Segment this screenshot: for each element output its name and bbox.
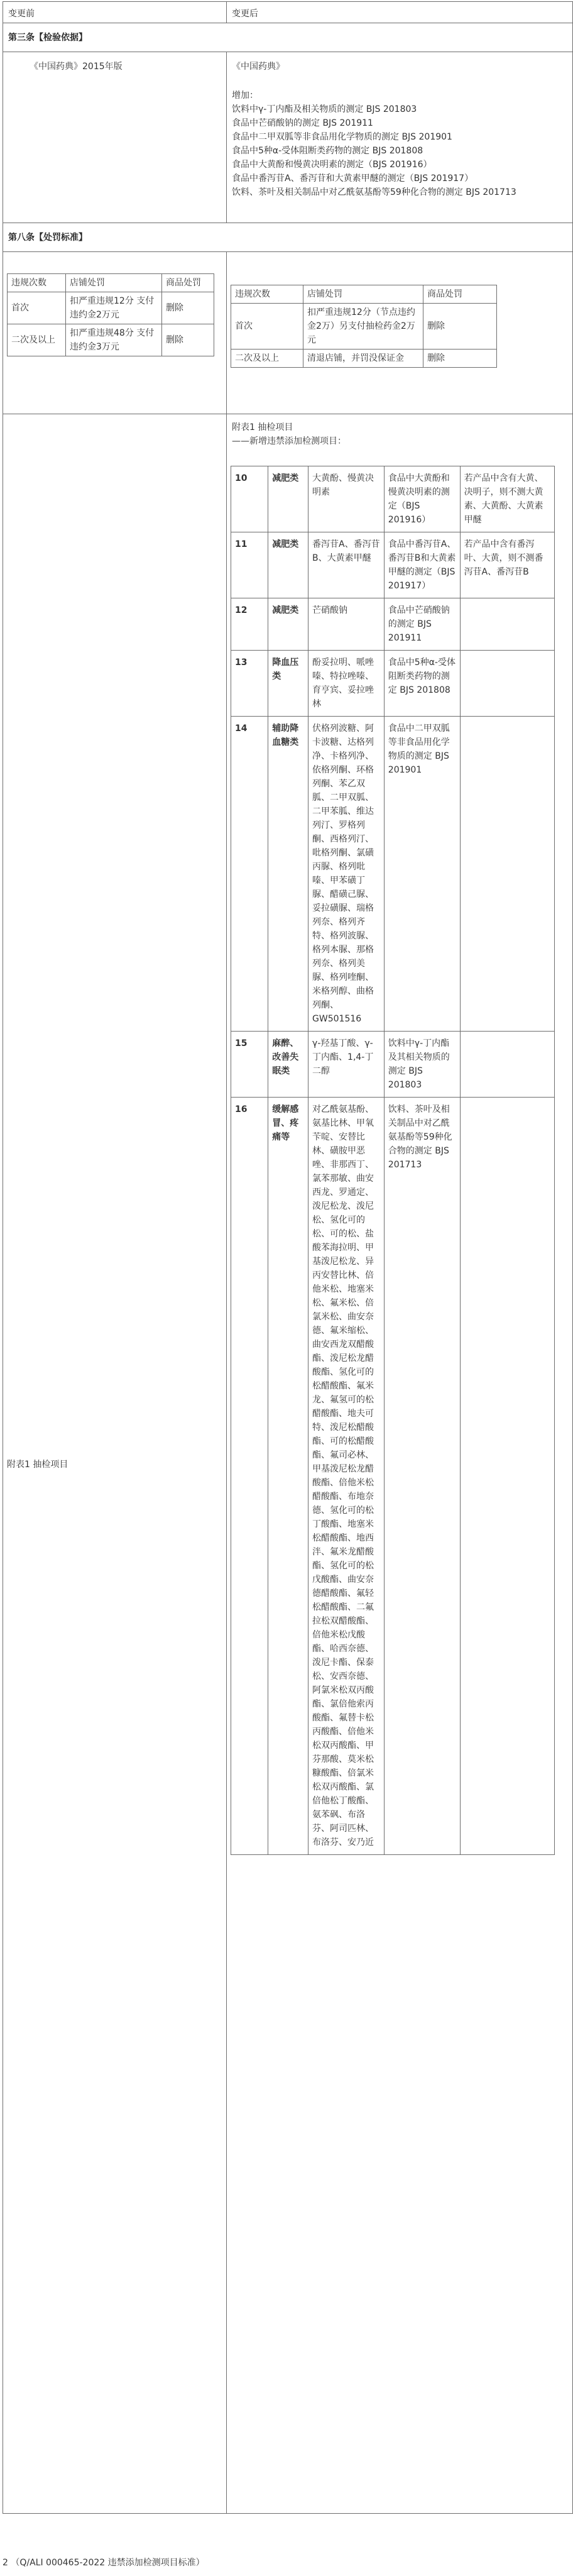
table-header-cell: 店铺处罚 xyxy=(303,285,423,304)
list-item: 食品中5种α-受体阻断类药物的测定 BJS 201808 xyxy=(232,146,423,156)
item-note xyxy=(460,717,554,1032)
item-number: 10 xyxy=(231,466,268,532)
table-row xyxy=(231,651,555,717)
item-substances: 酚妥拉明、哌唑嗪、特拉唑嗪、育亨宾、妥拉唑林 xyxy=(308,651,385,717)
table-cell: 删除 xyxy=(423,304,497,350)
item-substances: 番泻苷A、番泻苷B、大黄素甲醚 xyxy=(308,532,385,598)
list-item: 饮料、茶叶及相关制品中对乙酰氨基酚等59种化合物的测定 BJS 201713 xyxy=(232,187,516,197)
section-3-before: 《中国药典》2015年版 xyxy=(30,62,123,72)
appendix-table xyxy=(231,466,555,1855)
item-substances: 大黄酚、慢黄决明素 xyxy=(308,466,385,532)
list-item: 食品中大黄酚和慢黄决明素的测定（BJS 201916） xyxy=(232,160,432,170)
table-header-cell: 违规次数 xyxy=(8,274,66,292)
appendix-row xyxy=(3,414,572,2514)
table-cell: 删除 xyxy=(423,350,497,368)
item-note xyxy=(460,1032,554,1098)
item-category: 降血压类 xyxy=(268,651,308,717)
table-row xyxy=(231,285,497,304)
section-8-content-row xyxy=(3,252,572,414)
table-cell: 清退店铺，并罚没保证金 xyxy=(303,350,423,368)
table-cell: 二次及以上 xyxy=(231,350,303,368)
table-header-cell: 违规次数 xyxy=(231,285,303,304)
header-after: 变更后 xyxy=(232,9,258,19)
item-number: 14 xyxy=(231,717,268,1032)
item-method: 饮料、茶叶及相关制品中对乙酰氨基酚等59种化合物的测定 BJS 201713 xyxy=(384,1098,460,1855)
table-row xyxy=(231,1098,555,1855)
section-3-content-row xyxy=(3,52,572,223)
section-3-after-list xyxy=(232,102,516,199)
item-substances: 芒硝酸钠 xyxy=(308,598,385,651)
item-note xyxy=(460,598,554,651)
table-cell: 删除 xyxy=(162,292,214,324)
list-item: 食品中芒硝酸钠的测定 BJS 201911 xyxy=(232,118,373,128)
section-8-title: 第八条【处罚标准】 xyxy=(8,233,87,243)
item-category: 减肥类 xyxy=(268,466,308,532)
table-row xyxy=(231,532,555,598)
table-header-cell: 商品处罚 xyxy=(162,274,214,292)
item-number: 12 xyxy=(231,598,268,651)
item-substances: γ-羟基丁酸、γ-丁内酯、1,4-丁二醇 xyxy=(308,1032,385,1098)
header-before: 变更前 xyxy=(8,9,35,19)
table-header-cell: 店铺处罚 xyxy=(66,274,162,292)
item-substances: 对乙酰氨基酚、氨基比林、甲氧苄啶、安替比林、磺胺甲恶唑、非那西丁、氯苯那敏、曲安西龙、罗通定、泼尼松龙、泼尼松、氢化可的松、可的松、盐酸苯海拉明、甲基泼尼松龙、异丙安替比林、倍他米松、地塞米松、氟米松、倍氯米松、曲安奈德、氟米缩松、曲安西龙双醋酸酯、泼尼松龙醋酸酯、氢化可的松醋酸酯、氟米龙、氟氢可的松醋酸酯、地夫可特、泼尼松醋酸酯、可的松醋酸酯、氟司必林、甲基泼尼松龙醋酸酯、倍他米松醋酸酯、布地奈德、氢化可的松丁酸酯、地塞米松醋酸酯、地西泮、氟米龙醋酸酯、氢化可的松戊酸酯、曲安奈德醋酸酯、氟轻松醋酸酯、二氟拉松双醋酸酯、倍他米松戊酸酯、哈西奈德、泼尼卡酯、保泰松、安西奈德、阿氯米松双丙酸酯、氯倍他索丙酸酯、氟替卡松丙酸酯、倍他米松双丙酸酯、甲芬那酸、莫米松糠酸酯、倍氯米松双丙酸酯、氯倍他松丁酸酯、氨苯砜、布洛芬、阿司匹林、布洛芬、安乃近 xyxy=(308,1098,385,1855)
table-header-cell: 商品处罚 xyxy=(423,285,497,304)
item-number: 16 xyxy=(231,1098,268,1855)
item-method: 食品中大黄酚和慢黄决明素的测定（BJS 201916） xyxy=(384,466,460,532)
table-row xyxy=(8,274,214,292)
table-row xyxy=(231,350,497,368)
item-category: 减肥类 xyxy=(268,532,308,598)
table-cell: 二次及以上 xyxy=(8,324,66,356)
item-note xyxy=(460,651,554,717)
table-cell: 扣严重违规48分 支付违约金3万元 xyxy=(66,324,162,356)
table-row xyxy=(231,304,497,350)
section-3-after-intro: 增加： xyxy=(232,91,258,101)
table-row xyxy=(231,717,555,1032)
table-row xyxy=(231,598,555,651)
section-3-after-title: 《中国药典》 xyxy=(232,62,285,72)
item-note xyxy=(460,1098,554,1855)
appendix-left-label: 附表1 抽检项目 xyxy=(7,1460,68,1470)
item-note: 若产品中含有番泻叶、大黄，则不测番泻苷A、番泻苷B xyxy=(460,532,554,598)
appendix-subcaption: ——新增违禁添加检测项目： xyxy=(232,436,346,446)
table-cell: 首次 xyxy=(8,292,66,324)
section-3-title: 第三条【检验依据】 xyxy=(8,33,87,43)
item-method: 食品中芒硝酸钠的测定 BJS 201911 xyxy=(384,598,460,651)
appendix-caption: 附表1 抽检项目 xyxy=(232,422,293,432)
item-number: 11 xyxy=(231,532,268,598)
table-header-row xyxy=(3,2,572,23)
list-item: 食品中二甲双胍等非食品用化学物质的测定 BJS 201901 xyxy=(232,132,452,142)
appendix-table-body xyxy=(231,466,555,1855)
item-substances: 伏格列波糖、阿卡波糖、达格列净、卡格列净、依格列酮、环格列酮、苯乙双胍、二甲双胍、二甲苯胍、维达列汀、罗格列酮、西格列汀、吡格列酮、氯磺丙脲、格列吡嗪、甲苯磺丁脲、醋磺己脲、妥拉磺脲、瑞格列奈、格列齐特、格列波脲、格列本脲、那格列奈、格列美脲、格列喹酮、米格列醇、曲格列酮、GW501516 xyxy=(308,717,385,1032)
section-3-title-row xyxy=(3,23,572,52)
table-row xyxy=(231,466,555,532)
item-category: 缓解感冒、疼痛等 xyxy=(268,1098,308,1855)
item-method: 饮料中γ-丁内酯及其相关物质的测定 BJS 201803 xyxy=(384,1032,460,1098)
item-method: 食品中5种α-受体阻断类药物的测定 BJS 201808 xyxy=(384,651,460,717)
table-cell: 删除 xyxy=(162,324,214,356)
penalty-table-after xyxy=(231,285,497,368)
page-footer: 2 （Q/ALI 000465-2022 违禁添加检测项目标准） xyxy=(3,2558,205,2568)
comparison-table xyxy=(3,1,573,2514)
section-8-title-row xyxy=(3,223,572,252)
list-item: 食品中番泻苷A、番泻苷和大黄素甲醚的测定（BJS 201917） xyxy=(232,173,474,184)
item-method: 食品中二甲双胍等非食品用化学物质的测定 BJS 201901 xyxy=(384,717,460,1032)
item-category: 减肥类 xyxy=(268,598,308,651)
item-note: 若产品中含有大黄、决明子，则不测大黄素、大黄酚、大黄素甲醚 xyxy=(460,466,554,532)
item-category: 麻醉、改善失眠类 xyxy=(268,1032,308,1098)
table-cell: 扣严重违规12分（节点违约金2万）另支付抽检药金2万元 xyxy=(303,304,423,350)
table-cell: 首次 xyxy=(231,304,303,350)
table-cell: 扣严重违规12分 支付违约金2万元 xyxy=(66,292,162,324)
table-row xyxy=(8,324,214,356)
item-number: 15 xyxy=(231,1032,268,1098)
table-row xyxy=(231,1032,555,1098)
penalty-table-before xyxy=(7,273,214,356)
table-row xyxy=(8,292,214,324)
list-item: 饮料中γ-丁内酯及相关物质的测定 BJS 201803 xyxy=(232,104,417,114)
item-number: 13 xyxy=(231,651,268,717)
item-method: 食品中番泻苷A、番泻苷B和大黄素甲醚的测定（BJS 201917） xyxy=(384,532,460,598)
item-category: 辅助降血糖类 xyxy=(268,717,308,1032)
